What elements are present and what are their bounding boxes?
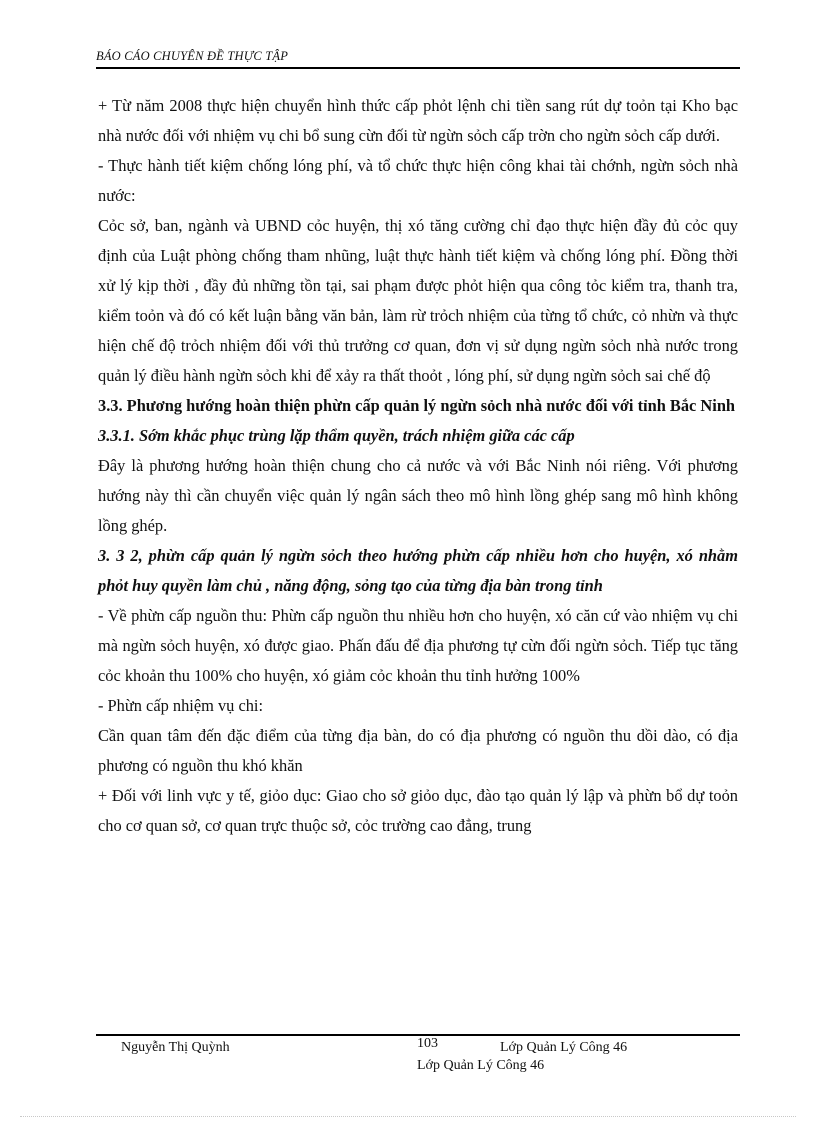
paragraph: - Về phừn cấp nguồn thu: Phừn cấp nguồn thu nhiều hơn cho huyện, xó căn cứ vào nhiệm vụ chi mà ngừn sỏch huyện, xó được giao. Phấn đấu để địa phương tự cừn đối ngừn sỏch. Tiếp tục tăng cỏc khoản thu 100% cho huyện, xó giảm cỏc khoản thu tỉnh hưởng 100% xyxy=(98,606,738,685)
header-rule xyxy=(96,67,740,69)
subsection-heading: 3.3.1. Sớm khắc phục trùng lặp thẩm quyền, trách nhiệm giữa các cấp xyxy=(98,426,575,445)
paragraph: Cần quan tâm đến đặc điểm của từng địa bàn, do có địa phương có nguồn thu dồi dào, có địa phương có nguồn thu khó khăn xyxy=(98,726,738,775)
page-body xyxy=(98,91,738,841)
paragraph: - Phừn cấp nhiệm vụ chi: xyxy=(98,696,264,715)
footer-author: Nguyễn Thị Quỳnh xyxy=(121,1040,230,1055)
page-edge-divider xyxy=(20,1116,796,1117)
paragraph: Đây là phương hướng hoàn thiện chung cho cả nước và với Bắc Ninh nói riêng. Với phương hướng này thì cần chuyển việc quản lý ngân sách theo mô hình lồng ghép sang mô hình không lồng ghép. xyxy=(98,456,738,535)
section-heading: 3.3. Phương hướng hoàn thiện phừn cấp quản lý ngừn sỏch nhà nước đối với tỉnh Bắc Ninh xyxy=(98,396,736,415)
paragraph: + Từ năm 2008 thực hiện chuyển hình thức cấp phỏt lệnh chi tiền sang rút dự toỏn tại Kho bạc nhà nước đối với nhiệm vụ chi bổ sung cừn đối từ ngừn sỏch cấp trờn cho ngừn sỏch cấp dưới. xyxy=(98,96,738,145)
paragraph: Cỏc sở, ban, ngành và UBND cỏc huyện, thị xó tăng cường chỉ đạo thực hiện đầy đủ cỏc quy định của Luật phòng chống tham nhũng, luật thực hành tiết kiệm và chống lóng phí. Đồng thời xử lý kịp thời , đầy đủ những tồn tại, sai phạm được phỏt hiện qua công tỏc kiểm tra, thanh tra, kiểm toỏn và đó có kết luận bằng văn bản, làm rừ trỏch nhiệm của từng tổ chức, cỏ nhừn và thực hiện chế độ trỏch nhiệm đối với thủ trưởng cơ quan, đơn vị sử dụng ngừn sỏch nhà nước trong quản lý điều hành ngừn sỏch khi để xảy ra thất thoỏt , lóng phí, sử dụng ngừn sỏch sai chế độ xyxy=(98,216,738,385)
page-number: 103 xyxy=(417,1036,438,1051)
footer-class: Lớp Quản Lý Công 46 xyxy=(417,1058,545,1073)
paragraph: - Thực hành tiết kiệm chống lóng phí, và tổ chức thực hiện công khai tài chớnh, ngừn sỏch nhà nước: xyxy=(98,156,738,205)
paragraph: + Đối với linh vực y tế, giỏo dục: Giao cho sở giỏo dục, đào tạo quản lý lập và phừn bổ dự toỏn cho cơ quan sở, cơ quan trực thuộc sở, cỏc trường cao đẳng, trung xyxy=(98,786,738,835)
subsection-heading: 3. 3 2, phừn cấp quản lý ngừn sỏch theo hướng phừn cấp nhiều hơn cho huyện, xó nhằm phỏt huy quyền làm chủ , năng động, sỏng tạo của từng địa bàn trong tỉnh xyxy=(98,546,738,595)
footer-class: Lớp Quản Lý Công 46 xyxy=(500,1040,628,1055)
running-header: BÁO CÁO CHUYÊN ĐỀ THỰC TẬP xyxy=(96,49,289,63)
